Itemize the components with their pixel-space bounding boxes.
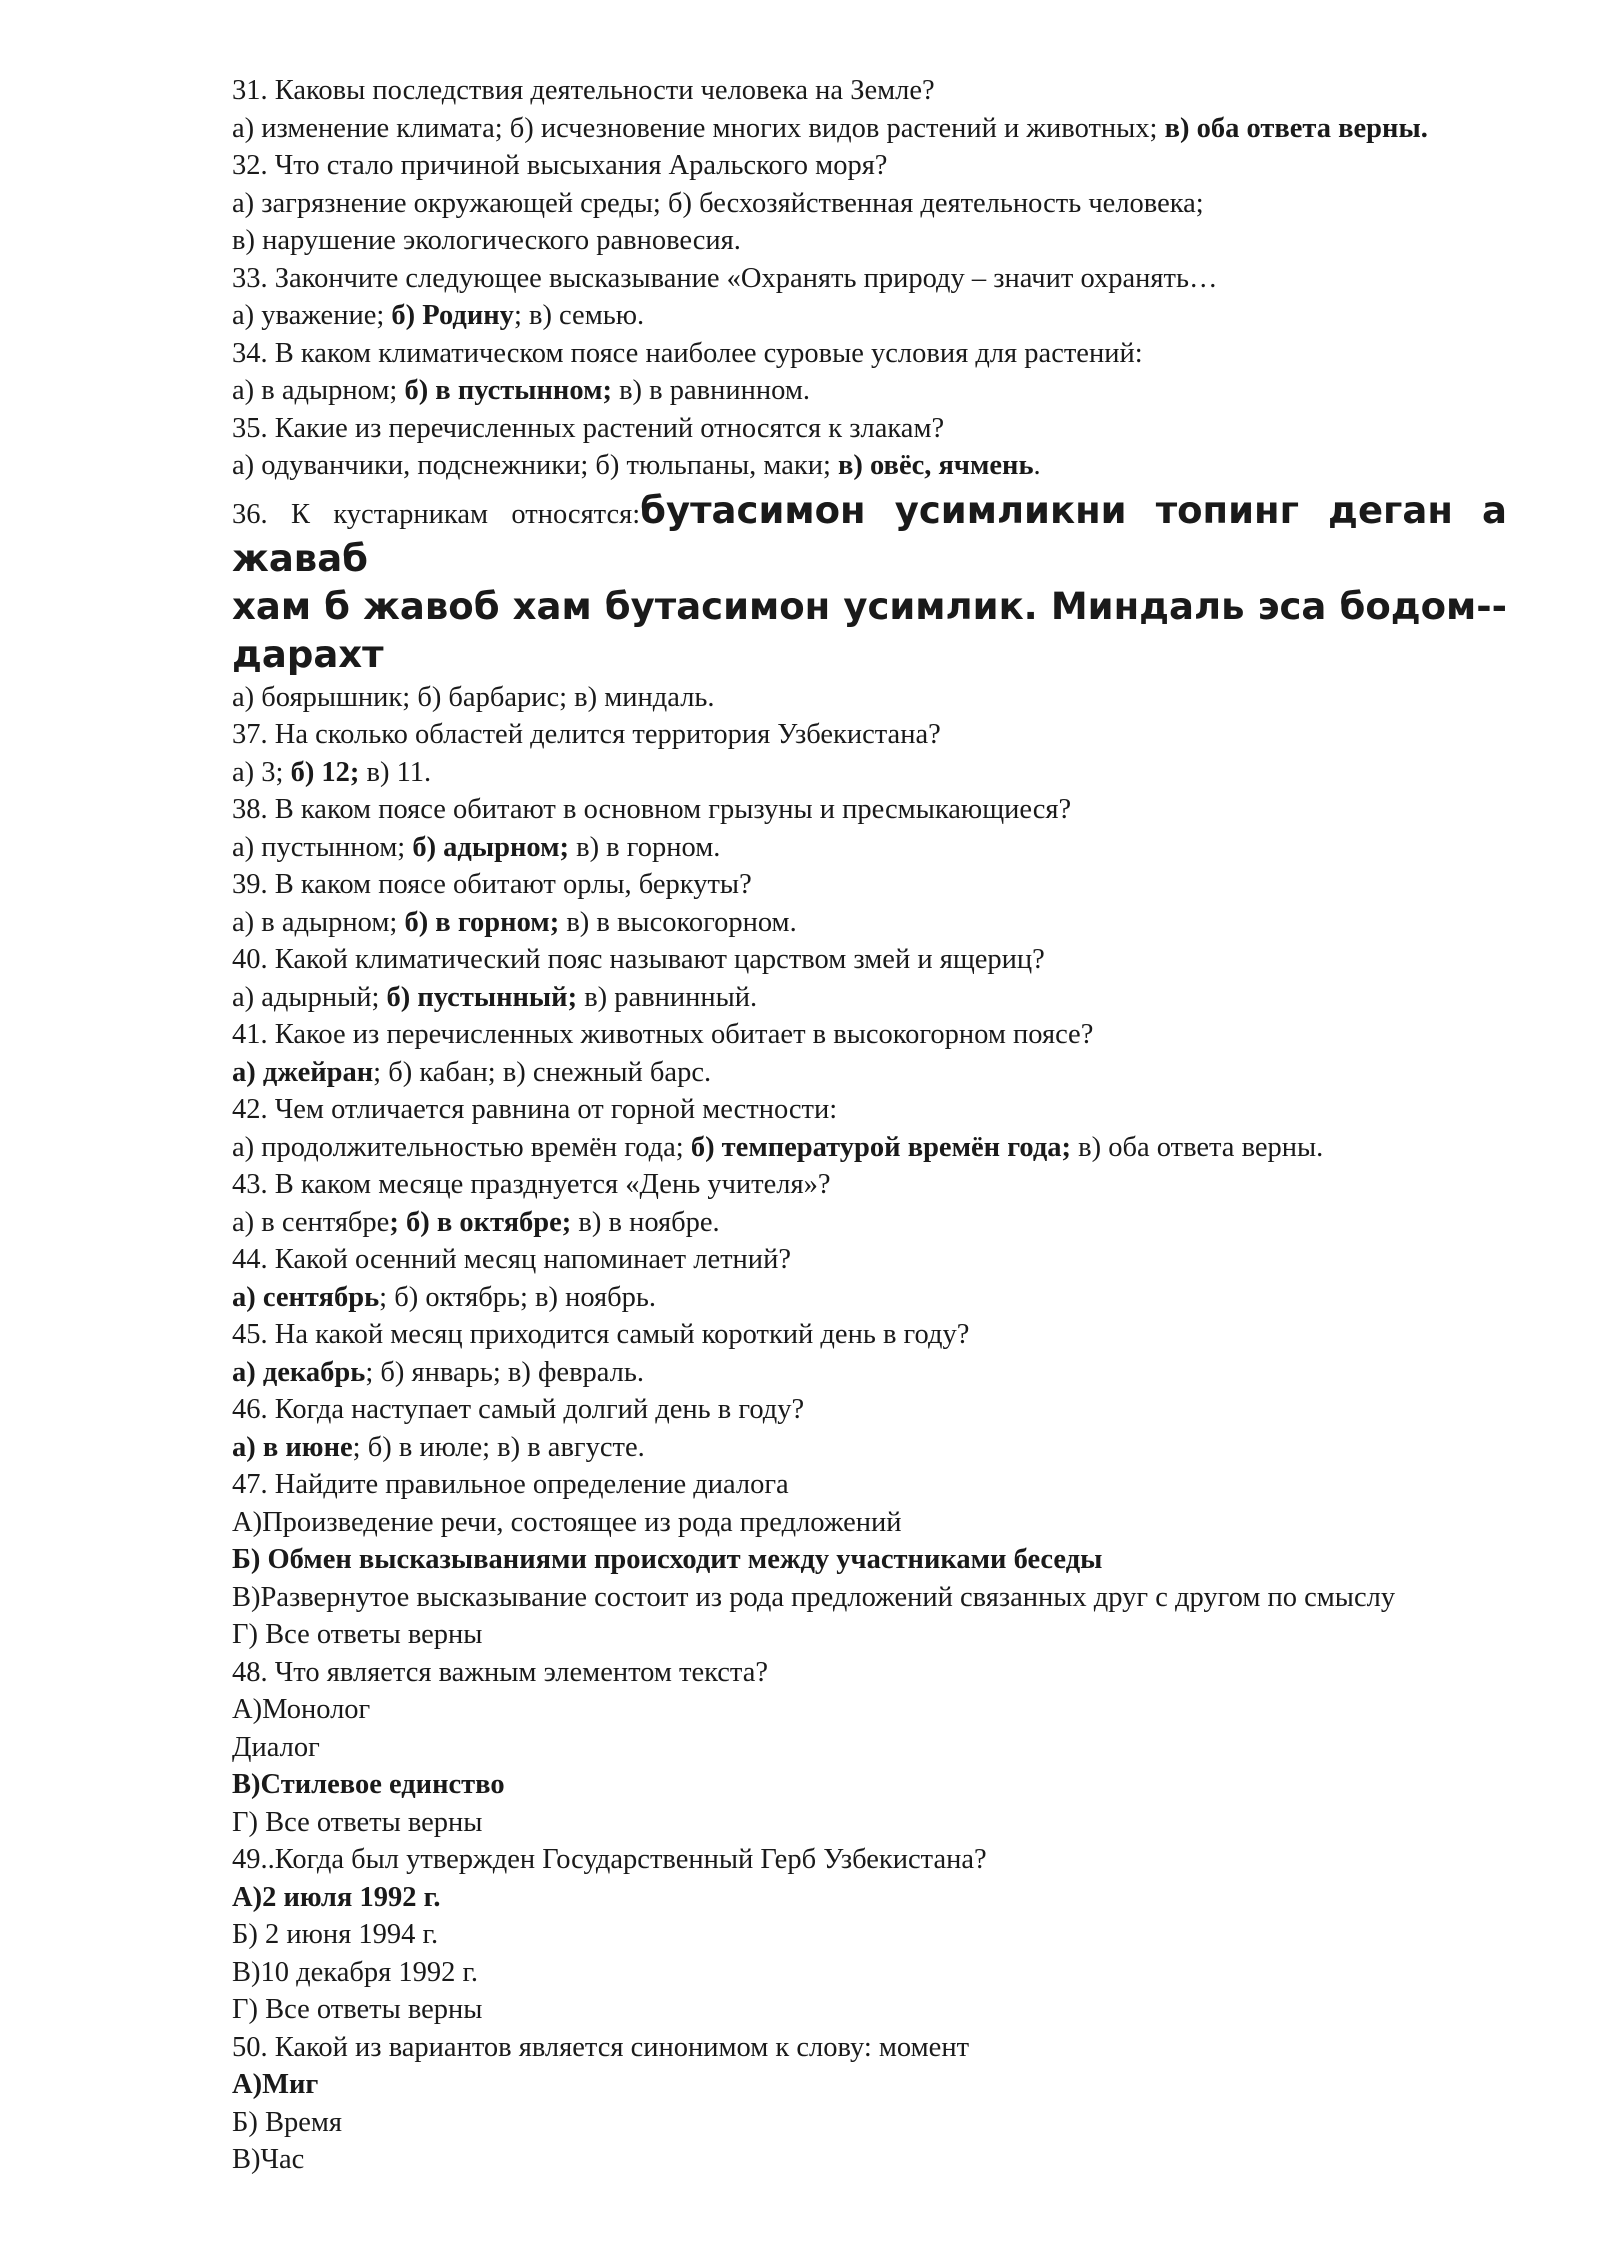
correct-answer: б) в пустынном; xyxy=(404,375,612,406)
correct-answer: ; б) в октябре; xyxy=(389,1206,572,1238)
answers-43 xyxy=(232,1204,1507,1242)
question-47: 47. Найдите правильное определение диалога xyxy=(232,1469,789,1500)
question-39: 39. В каком поясе обитают орлы, беркуты? xyxy=(232,869,752,900)
answers-36: а) боярышник; б) барбарис; в) миндаль. xyxy=(232,681,715,713)
answer-text: в) 11. xyxy=(359,756,432,788)
answer-text: в) равнинный. xyxy=(577,981,758,1013)
answer-text: в) в ноябре. xyxy=(571,1206,720,1238)
answer-text: а) одуванчики, подснежники; б) тюльпаны, маки; xyxy=(232,450,838,481)
answer-text: а) изменение климата; б) исчезновение многих видов растений и животных; xyxy=(232,112,1165,144)
question-32: 32. Что стало причиной высыхания Аральского моря? xyxy=(232,150,888,181)
question-50: 50. Какой из вариантов является синонимом к слову: момент xyxy=(232,2031,970,2063)
answer-text: ; б) октябрь; в) ноябрь. xyxy=(379,1281,657,1313)
correct-answer: в) оба ответа верны. xyxy=(1164,112,1428,144)
answer-text: в) в равнинном. xyxy=(611,375,810,406)
option-50-c: В)Час xyxy=(232,2144,305,2175)
option-47-b-correct: Б) Обмен высказываниями происходит между участниками беседы xyxy=(232,1544,1103,1575)
question-38: 38. В каком поясе обитают в основном грызуны и пресмыкающиеся? xyxy=(232,794,1072,825)
answers-40 xyxy=(232,979,1507,1017)
correct-answer: б) адырном; xyxy=(412,831,569,863)
option-48-b: Диалог xyxy=(232,1731,320,1763)
correct-answer: а) в июне xyxy=(232,1431,353,1463)
answers-44 xyxy=(232,1279,1507,1317)
question-33: 33. Закончите следующее высказывание «Охранять природу – значит охранять… xyxy=(232,262,1218,294)
answer-text: а) 3; xyxy=(232,756,291,788)
answers-45 xyxy=(232,1354,1507,1392)
question-46: 46. Когда наступает самый долгий день в году? xyxy=(232,1394,805,1425)
answer-text: в) оба ответа верны. xyxy=(1071,1131,1324,1163)
question-36-text: 36. К кустарникам относятся: xyxy=(232,498,641,530)
answers-39 xyxy=(232,904,1507,942)
document-page xyxy=(232,72,1507,2179)
correct-answer: а) сентябрь xyxy=(232,1281,380,1313)
answer-text: а) пустынном; xyxy=(232,831,413,863)
answers-31 xyxy=(232,110,1507,148)
handwritten-note-line-2: хам б жавоб хам бутасимон усимлик. Миндаль эса бодом-- xyxy=(232,584,1507,628)
option-47-c: В)Развернутое высказывание состоит из рода предложений связанных друг с другом по смыслу xyxy=(232,1581,1396,1613)
answer-text: ; б) кабан; в) снежный барс. xyxy=(373,1056,712,1088)
answer-text: а) уважение; xyxy=(232,300,392,331)
answer-text: в) в горном. xyxy=(568,831,721,863)
correct-answer: а) джейран xyxy=(232,1056,374,1088)
correct-answer: б) в горном; xyxy=(404,906,560,938)
option-48-a: А)Монолог xyxy=(232,1694,371,1725)
answers-37 xyxy=(232,754,1507,792)
option-49-c: В)10 декабря 1992 г. xyxy=(232,1956,479,1988)
answer-text: а) в адырном; xyxy=(232,906,405,938)
option-47-a: А)Произведение речи, состоящее из рода предложений xyxy=(232,1506,902,1538)
option-48-d: Г) Все ответы верны xyxy=(232,1806,483,1838)
option-49-d: Г) Все ответы верны xyxy=(232,1994,483,2025)
answers-35 xyxy=(232,447,1507,485)
answer-text: в) в высокогорном. xyxy=(559,906,797,938)
correct-answer: б) пустынный; xyxy=(386,981,578,1013)
answer-text: . xyxy=(1033,450,1041,481)
answer-text: ; б) в июле; в) в августе. xyxy=(352,1431,645,1463)
answers-41 xyxy=(232,1054,1507,1092)
answer-text: а) адырный; xyxy=(232,981,387,1013)
answers-34 xyxy=(232,372,1507,410)
correct-answer: в) овёс, ячмень xyxy=(838,450,1034,481)
correct-answer: б) Родину xyxy=(391,300,514,331)
answers-46 xyxy=(232,1429,1507,1467)
option-48-c-correct: В)Стилевое единство xyxy=(232,1769,505,1800)
question-42: 42. Чем отличается равнина от горной местности: xyxy=(232,1094,838,1125)
answer-text: ; б) январь; в) февраль. xyxy=(365,1356,645,1388)
answer-text: а) в сентябре xyxy=(232,1206,390,1238)
answer-text: а) в адырном; xyxy=(232,375,405,406)
answers-32-line-1: а) загрязнение окружающей среды; б) бесхозяйственная деятельность человека; xyxy=(232,187,1204,219)
answers-42 xyxy=(232,1129,1507,1167)
question-40: 40. Какой климатический пояс называют царством змей и ящериц? xyxy=(232,944,1045,975)
option-49-a-correct: А)2 июля 1992 г. xyxy=(232,1881,441,1913)
question-43: 43. В каком месяце празднуется «День учителя»? xyxy=(232,1169,831,1200)
option-50-b: Б) Время xyxy=(232,2106,343,2138)
question-31: 31. Каковы последствия деятельности человека на Земле? xyxy=(232,75,935,106)
answer-text: а) продолжительностью времён года; xyxy=(232,1131,691,1163)
question-36 xyxy=(232,487,1507,583)
question-49: 49..Когда был утвержден Государственный Герб Узбекистана? xyxy=(232,1844,987,1875)
option-47-d: Г) Все ответы верны xyxy=(232,1619,483,1650)
question-37: 37. На сколько областей делится территория Узбекистана? xyxy=(232,719,941,750)
answers-33 xyxy=(232,297,1507,335)
handwritten-note-line-3: дарахт xyxy=(232,632,384,676)
answers-38 xyxy=(232,829,1507,867)
option-49-b: Б) 2 июня 1994 г. xyxy=(232,1919,439,1950)
question-41: 41. Какое из перечисленных животных обитает в высокогорном поясе? xyxy=(232,1019,1094,1050)
question-35: 35. Какие из перечисленных растений относятся к злакам? xyxy=(232,412,945,444)
correct-answer: а) декабрь xyxy=(232,1356,366,1388)
option-50-a-correct: А)Миг xyxy=(232,2069,319,2100)
question-34: 34. В каком климатическом поясе наиболее суровые условия для растений: xyxy=(232,337,1143,369)
question-45: 45. На какой месяц приходится самый короткий день в году? xyxy=(232,1319,970,1350)
correct-answer: б) 12; xyxy=(290,756,360,788)
question-48: 48. Что является важным элементом текста? xyxy=(232,1656,769,1688)
handwritten-note-line-1: бутасимон усимликни топинг деган а жаваб xyxy=(232,488,1507,580)
answer-text: ; в) семью. xyxy=(513,300,645,331)
answers-32-line-2: в) нарушение экологического равновесия. xyxy=(232,225,741,256)
question-44: 44. Какой осенний месяц напоминает летний? xyxy=(232,1244,791,1275)
correct-answer: б) температурой времён года; xyxy=(690,1131,1072,1163)
